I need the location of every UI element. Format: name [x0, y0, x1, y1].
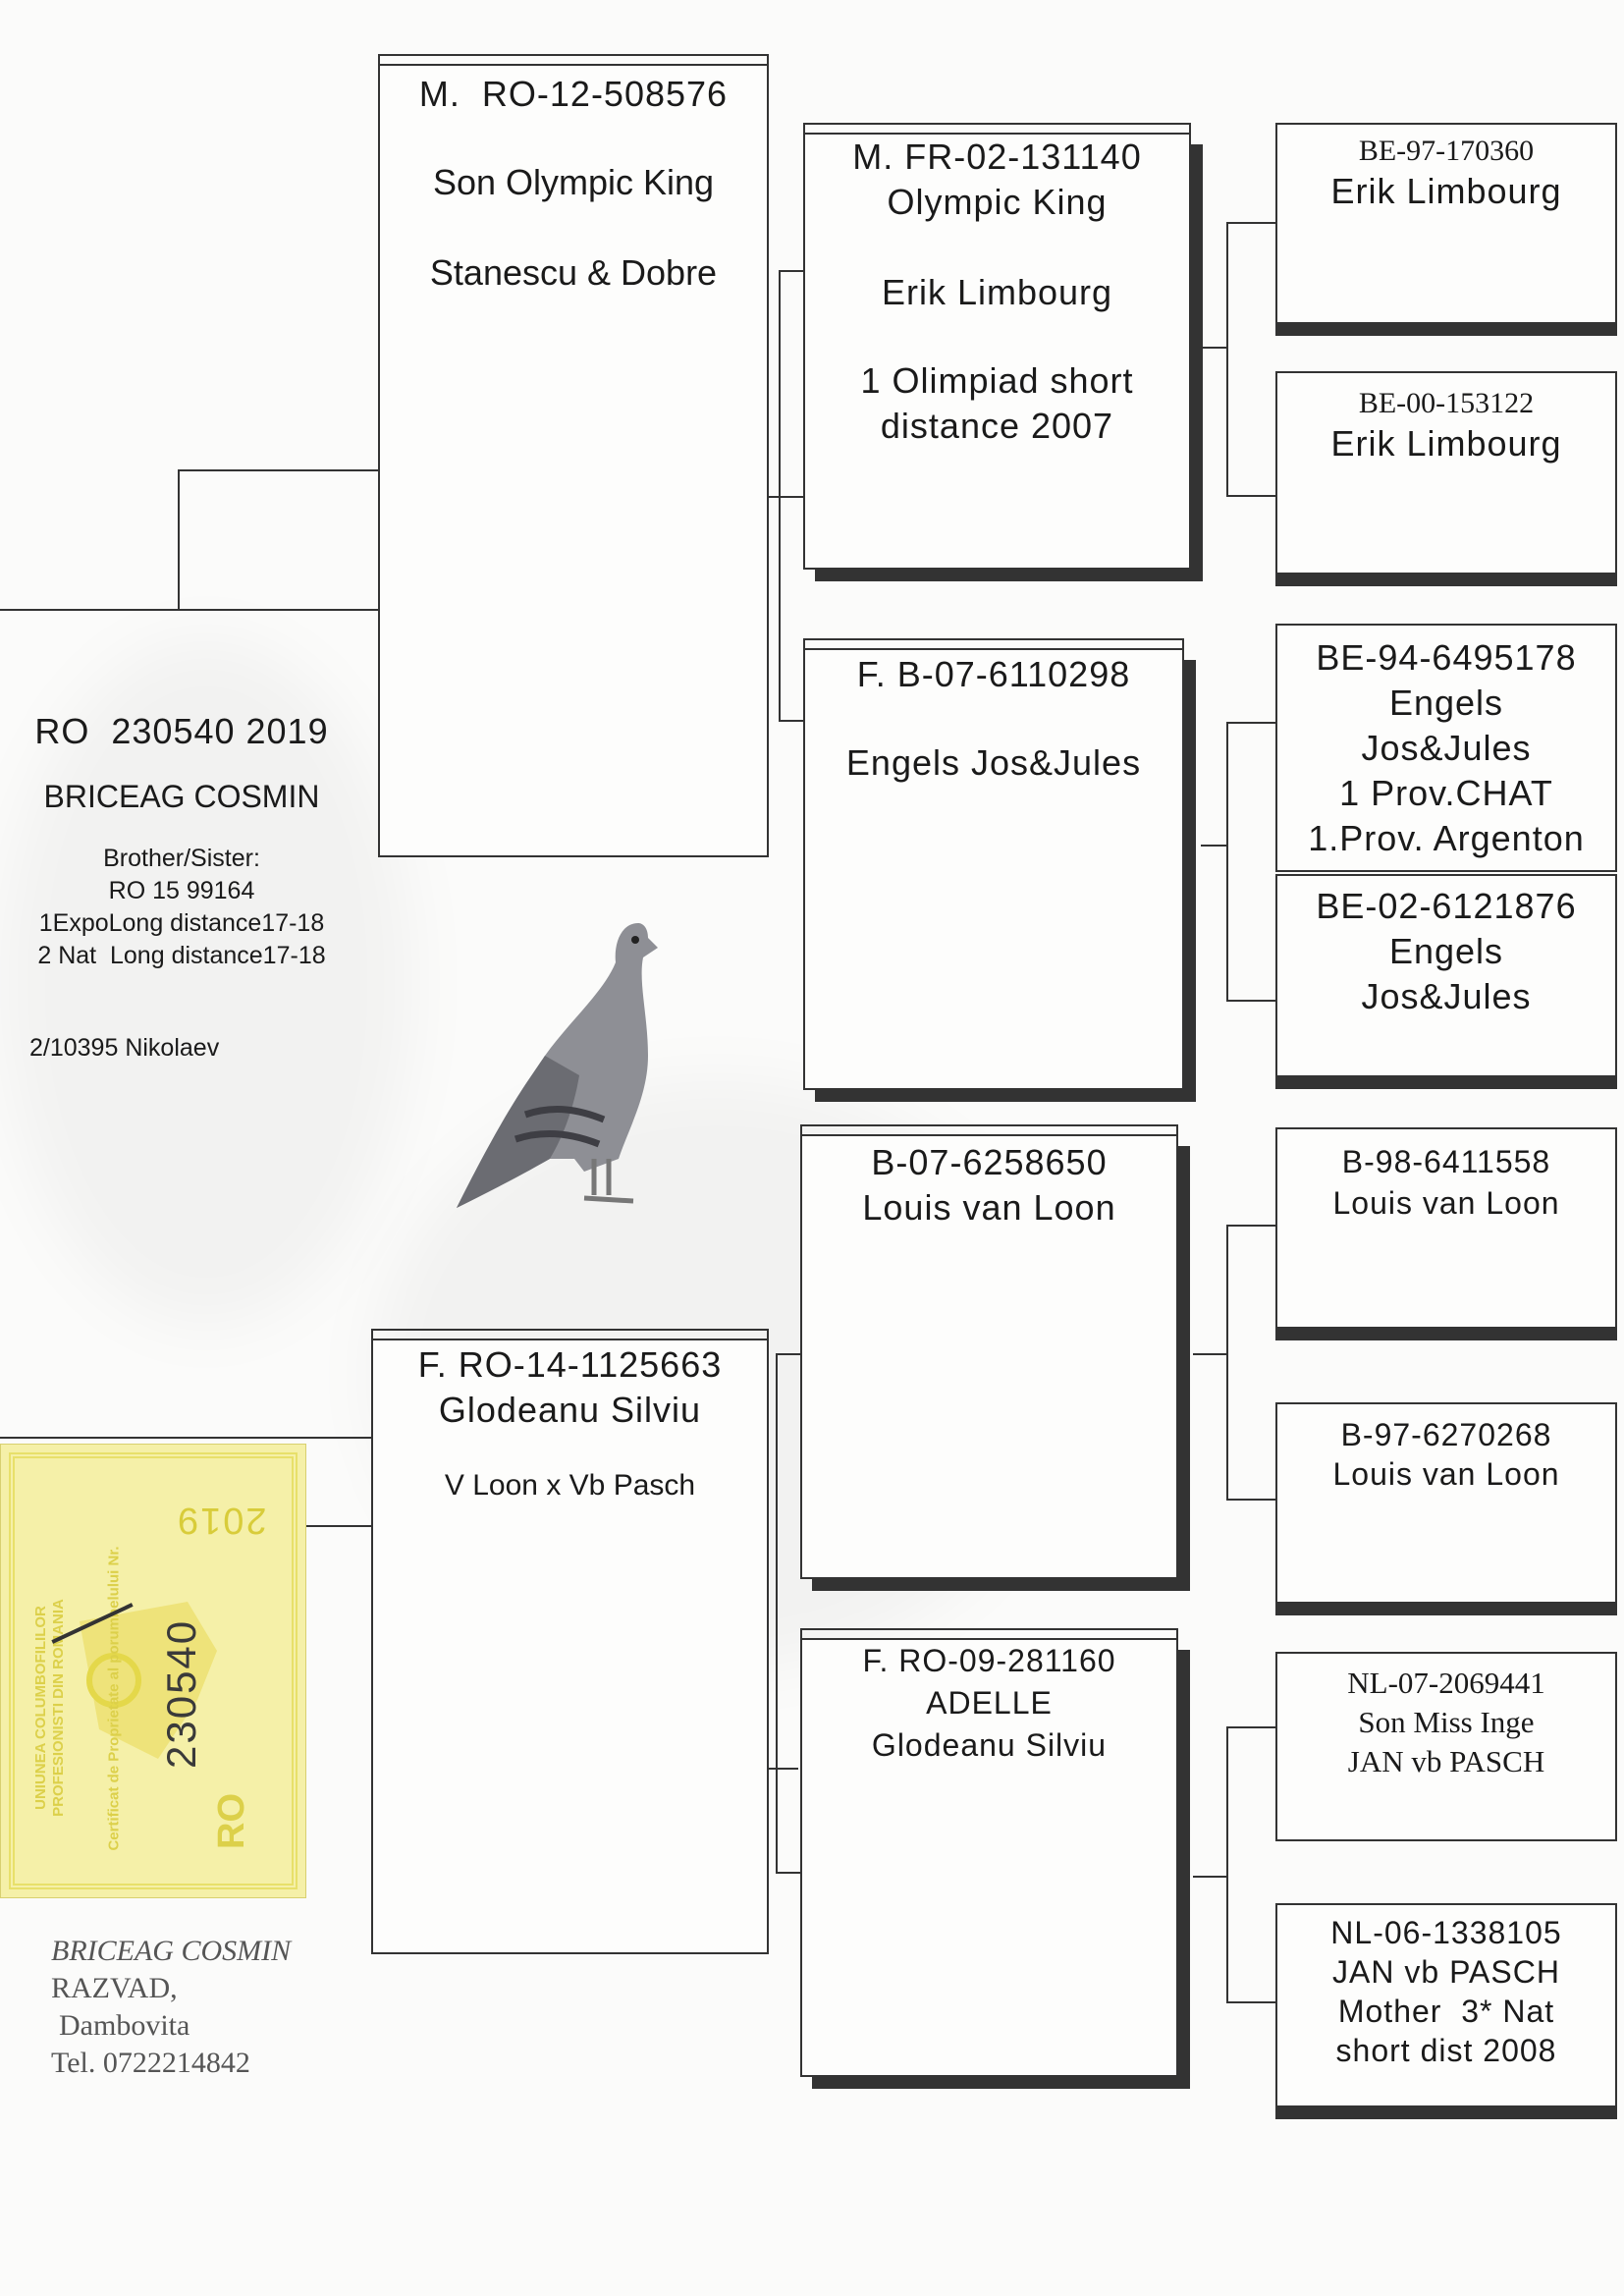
gp-ring: M. FR-02-131140 — [852, 137, 1142, 177]
connector — [776, 1353, 778, 1874]
connector — [1226, 1726, 1275, 1728]
gp-ring: F. RO-09-281160 — [862, 1643, 1116, 1678]
connector — [779, 270, 781, 722]
bird-other-result: 2/10395 Nikolaev — [29, 1034, 220, 1062]
sibling-ring: RO 15 99164 — [108, 877, 255, 904]
dam-box — [371, 1339, 769, 1954]
connector — [178, 469, 180, 611]
main-bird-info — [0, 707, 363, 972]
certificate-year: 2019 — [176, 1500, 267, 1541]
great-grandparent-box — [1275, 1903, 1617, 2107]
connector — [306, 1525, 371, 1527]
certificate-org-line: UNIUNEA COLUMBOFILILOR — [32, 1606, 49, 1810]
connector — [779, 720, 803, 722]
dam-ring: F. RO-14-1125663 — [417, 1344, 723, 1385]
contact-phone: Tel. 0722214842 — [51, 2047, 250, 2079]
connector — [0, 1437, 371, 1439]
ggp-line: Engels — [1388, 683, 1504, 723]
certificate-org-line: PROFESIONISTI DIN ROMANIA — [50, 1599, 67, 1817]
connector — [1226, 1225, 1275, 1227]
certificate-org — [32, 1551, 68, 1865]
connector — [769, 496, 803, 498]
ggp-line: JAN vb PASCH — [1332, 1954, 1560, 1990]
connector — [1201, 845, 1226, 847]
great-grandparent-box — [1275, 371, 1617, 574]
sibling-result: 2 Nat Long distance17-18 — [37, 942, 326, 969]
connector — [1226, 1000, 1275, 1002]
sibling-label: Brother/Sister: — [103, 845, 260, 872]
connector — [1193, 1876, 1226, 1878]
contact-block — [51, 1933, 291, 2082]
ggp-ring: BE-94-6495178 — [1316, 637, 1577, 678]
ggp-line: JAN vb PASCH — [1347, 1744, 1545, 1778]
certificate-country: RO — [211, 1793, 252, 1849]
ggp-ring: BE-02-6121876 — [1316, 886, 1577, 926]
ggp-line: Engels — [1388, 931, 1504, 971]
sire-breeder: Stanescu & Dobre — [429, 252, 718, 293]
ggp-line: Erik Limbourg — [1330, 171, 1562, 211]
ggp-line: Mother 3* Nat — [1337, 1994, 1555, 2029]
bird-owner: BRICEAG COSMIN — [43, 779, 320, 814]
gp-line: 1 Olimpiad short — [860, 360, 1134, 401]
ggp-line: 1.Prov. Argenton — [1308, 818, 1585, 858]
gp-line: Olympic King — [887, 182, 1108, 222]
great-grandparent-box — [1275, 1402, 1617, 1604]
ggp-line: Louis van Loon — [1332, 1185, 1560, 1221]
ggp-ring: NL-06-1338105 — [1330, 1915, 1562, 1950]
connector — [1226, 722, 1275, 724]
bird-ring: RO 230540 2019 — [34, 711, 329, 751]
ggp-ring: B-97-6270268 — [1340, 1417, 1552, 1452]
ggp-line: Erik Limbourg — [1330, 423, 1562, 464]
ggp-ring: B-98-6411558 — [1341, 1144, 1551, 1179]
gp-line: Engels Jos&Jules — [845, 742, 1142, 783]
certificate-number: 230540 — [158, 1618, 204, 1769]
gp-line: Glodeanu Silviu — [871, 1727, 1108, 1763]
ggp-line: Son Miss Inge — [1358, 1705, 1535, 1739]
connector — [1226, 222, 1228, 497]
great-grandparent-box — [1275, 123, 1617, 324]
gp-line: distance 2007 — [880, 406, 1114, 446]
connector — [0, 609, 378, 611]
connector — [769, 1768, 798, 1770]
certificate-text: Certificat de Proprietate al porumbelului Nr. — [105, 1546, 123, 1851]
dam-cross: V Loon x Vb Pasch — [444, 1469, 696, 1502]
pigeon-illustration — [447, 908, 731, 1232]
gp-ring: B-07-6258650 — [871, 1142, 1108, 1182]
contact-city: RAZVAD, — [51, 1972, 178, 2004]
sire-name: Son Olympic King — [432, 162, 715, 202]
connector — [776, 1872, 800, 1874]
grandparent-box — [803, 648, 1184, 1090]
sire-box — [378, 64, 769, 857]
ggp-ring: BE-97-170360 — [1358, 135, 1535, 167]
grandparent-box — [800, 1638, 1178, 2077]
connector — [1226, 222, 1275, 224]
sire-ring: M. RO-12-508576 — [418, 74, 729, 114]
ggp-line: short dist 2008 — [1335, 2033, 1557, 2068]
great-grandparent-box — [1275, 624, 1617, 872]
connector — [1226, 495, 1275, 497]
grandparent-box — [800, 1134, 1178, 1579]
connector — [1226, 2001, 1275, 2003]
connector — [1191, 347, 1226, 349]
gp-ring: F. B-07-6110298 — [856, 654, 1131, 694]
connector — [1193, 1353, 1226, 1355]
gp-line: Louis van Loon — [862, 1187, 1116, 1228]
contact-name: BRICEAG COSMIN — [51, 1935, 292, 1967]
connector — [1226, 722, 1228, 1002]
ggp-ring: BE-00-153122 — [1358, 387, 1535, 419]
ggp-line: Louis van Loon — [1332, 1456, 1560, 1492]
connector — [1226, 1726, 1228, 2003]
ggp-line: Jos&Jules — [1361, 976, 1532, 1016]
gp-line: ADELLE — [926, 1685, 1053, 1721]
dam-breeder: Glodeanu Silviu — [438, 1390, 702, 1430]
connector — [779, 270, 803, 272]
connector — [1226, 1225, 1228, 1501]
contact-county: Dambovita — [59, 2009, 190, 2042]
great-grandparent-box — [1275, 1127, 1617, 1329]
great-grandparent-box — [1275, 874, 1617, 1077]
ownership-certificate — [0, 1444, 306, 1898]
grandparent-box — [803, 133, 1191, 570]
certificate-emblem — [40, 1562, 266, 1788]
sibling-result: 1ExpoLong distance17-18 — [38, 909, 325, 937]
connector — [178, 469, 379, 471]
ggp-line: Jos&Jules — [1361, 728, 1532, 768]
ggp-ring: NL-07-2069441 — [1347, 1666, 1545, 1700]
ggp-line: 1 Prov.CHAT — [1339, 773, 1553, 813]
connector — [1226, 1499, 1275, 1501]
gp-line: Erik Limbourg — [881, 272, 1113, 312]
great-grandparent-box — [1275, 1652, 1617, 1841]
connector — [776, 1353, 800, 1355]
